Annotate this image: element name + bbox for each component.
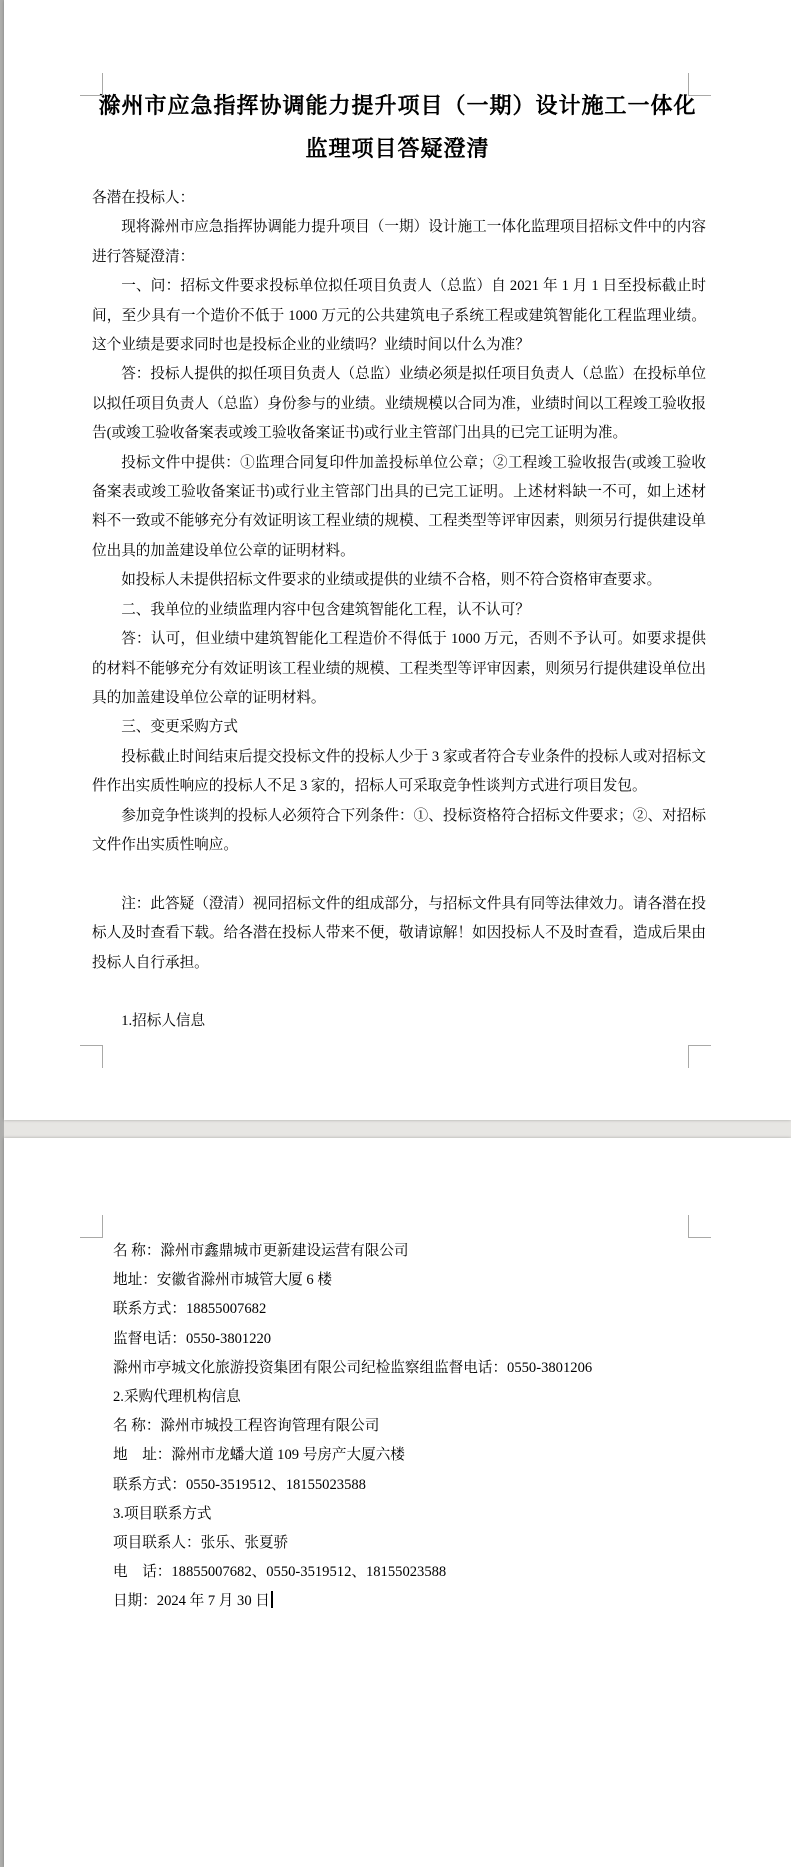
margin-corner-mark-top-left <box>80 73 103 96</box>
margin-corner-mark-top-right <box>688 73 711 96</box>
info-line-supervision-phone[interactable]: 监督电话：0550-3801220 <box>113 1330 272 1347</box>
document-body-page2[interactable] <box>4 1138 791 1617</box>
date-text: 日期：2024 年 7 月 30 日 <box>113 1593 270 1610</box>
paragraph-note[interactable]: 注：此答疑（澄清）视同招标文件的组成部分，与招标文件具有同等法律效力。请各潜在投标人及时查看下载。给各潜在投标人带来不便，敬请谅解！如因投标人不及时查看，造成后果由投标人自行承担。 <box>92 895 706 971</box>
info-line-tenderee-name[interactable]: 名 称：滁州市鑫鼎城市更新建设运营有限公司 <box>113 1243 409 1259</box>
info-line-project-contact-heading[interactable]: 3.项目联系方式 <box>113 1505 212 1522</box>
document-page-1[interactable] <box>4 0 791 1120</box>
paragraph-intro[interactable]: 现将滁州市应急指挥协调能力提升项目（一期）设计施工一体化监理项目招标文件中的内容进行答疑澄清： <box>92 219 706 265</box>
blank-line <box>92 860 706 889</box>
paragraph-section-3-conditions[interactable]: 参加竞争性谈判的投标人必须符合下列条件：①、投标资格符合招标文件要求；②、对招标文件作出实质性响应。 <box>92 807 706 853</box>
document-page-2[interactable] <box>4 1138 791 1867</box>
info-line-agency-contact[interactable]: 联系方式：0550-3519512、18155023588 <box>113 1476 366 1493</box>
paragraph-answer-1-materials[interactable]: 投标文件中提供：①监理合同复印件加盖投标单位公章；②工程竣工验收报告(或竣工验收备案表或竣工验收备案证书)或行业主管部门出具的已完工证明。上述材料缺一不可，如上述材料不一致或不能够充分有效证明该工程业绩的规模、工程类型等评审因素，则须另行提供建设单位出具的加盖建设单位公章的证明材料。 <box>92 454 706 559</box>
margin-corner-mark-bottom-right <box>688 1045 711 1068</box>
info-line-tenderee-address[interactable]: 地址：安徽省滁州市城管大厦 6 楼 <box>113 1272 332 1289</box>
paragraph-answer-1-note[interactable]: 如投标人未提供招标文件要求的业绩或提供的业绩不合格，则不符合资格审查要求。 <box>121 572 662 589</box>
margin-corner-mark-top-right <box>688 1215 711 1238</box>
paragraph-question-2[interactable]: 二、我单位的业绩监理内容中包含建筑智能化工程，认不认可？ <box>121 601 530 618</box>
document-title[interactable] <box>4 0 791 170</box>
info-line-tenderee-contact[interactable]: 联系方式：18855007682 <box>113 1301 267 1318</box>
paragraph-answer-2[interactable]: 答：认可，但业绩中建筑智能化工程造价不得低于 1000 万元，否则不予认可。如要求提供的材料不能够充分有效证明该工程业绩的规模、工程类型等评审因素，则须另行提供建设单位出具的加盖建设单位公章的证明材料。 <box>92 631 706 706</box>
info-line-project-contacts[interactable]: 项目联系人：张乐、张夏骄 <box>113 1535 289 1552</box>
info-line-agency-heading[interactable]: 2.采购代理机构信息 <box>113 1389 241 1406</box>
paragraph-section-3-body[interactable]: 投标截止时间结束后提交投标文件的投标人少于 3 家或者符合专业条件的投标人或对招标文件作出实质性响应的投标人不足 3 家的，招标人可采取竞争性谈判方式进行项目发包。 <box>92 748 706 795</box>
paragraph-question-1[interactable]: 一、问：招标文件要求投标单位拟任项目负责人（总监）自 2021 年 1 月 1 日至投标截止时间，至少具有一个造价不低于 1000 万元的公共建筑电子系统工程或建筑智能化工程监理业绩。这个业绩是要求同时也是投标企业的业绩吗？业绩时间以什么为准？ <box>92 278 706 354</box>
paragraph-salutation[interactable]: 各潜在投标人： <box>92 190 195 206</box>
info-line-discipline-supervision-phone[interactable]: 滁州市亭城文化旅游投资集团有限公司纪检监察组监督电话：0550-3801206 <box>113 1359 593 1376</box>
margin-corner-mark-bottom-left <box>80 1045 103 1068</box>
info-line-agency-name[interactable]: 名 称：滁州市城投工程咨询管理有限公司 <box>113 1418 380 1435</box>
info-line-project-phones[interactable]: 电 话：18855007682、0550-3519512、18155023588 <box>113 1564 447 1581</box>
paragraph-answer-1[interactable]: 答：投标人提供的拟任项目负责人（总监）业绩必须是拟任项目负责人（总监）在投标单位以拟任项目负责人（总监）身份参与的业绩。业绩规模以合同为准，业绩时间以工程竣工验收报告(或竣工验收备案表或竣工验收备案证书)或行业主管部门出具的已完工证明为准。 <box>92 366 706 442</box>
info-line-agency-address[interactable]: 地 址：滁州市龙蟠大道 109 号房产大厦六楼 <box>113 1447 405 1464</box>
paragraph-section-3-heading[interactable]: 三、变更采购方式 <box>121 719 238 736</box>
text-cursor <box>271 1591 273 1608</box>
document-title-line1: 滁州市应急指挥协调能力提升项目（一期）设计施工一体化 <box>98 93 697 118</box>
margin-corner-mark-top-left <box>80 1215 103 1238</box>
paragraph-tenderee-info-heading[interactable]: 1.招标人信息 <box>121 1013 206 1030</box>
blank-line <box>92 978 706 1007</box>
document-body-page1[interactable] <box>92 184 706 1037</box>
document-title-line2: 监理项目答疑澄清 <box>305 136 490 161</box>
info-line-date[interactable] <box>113 1587 711 1616</box>
